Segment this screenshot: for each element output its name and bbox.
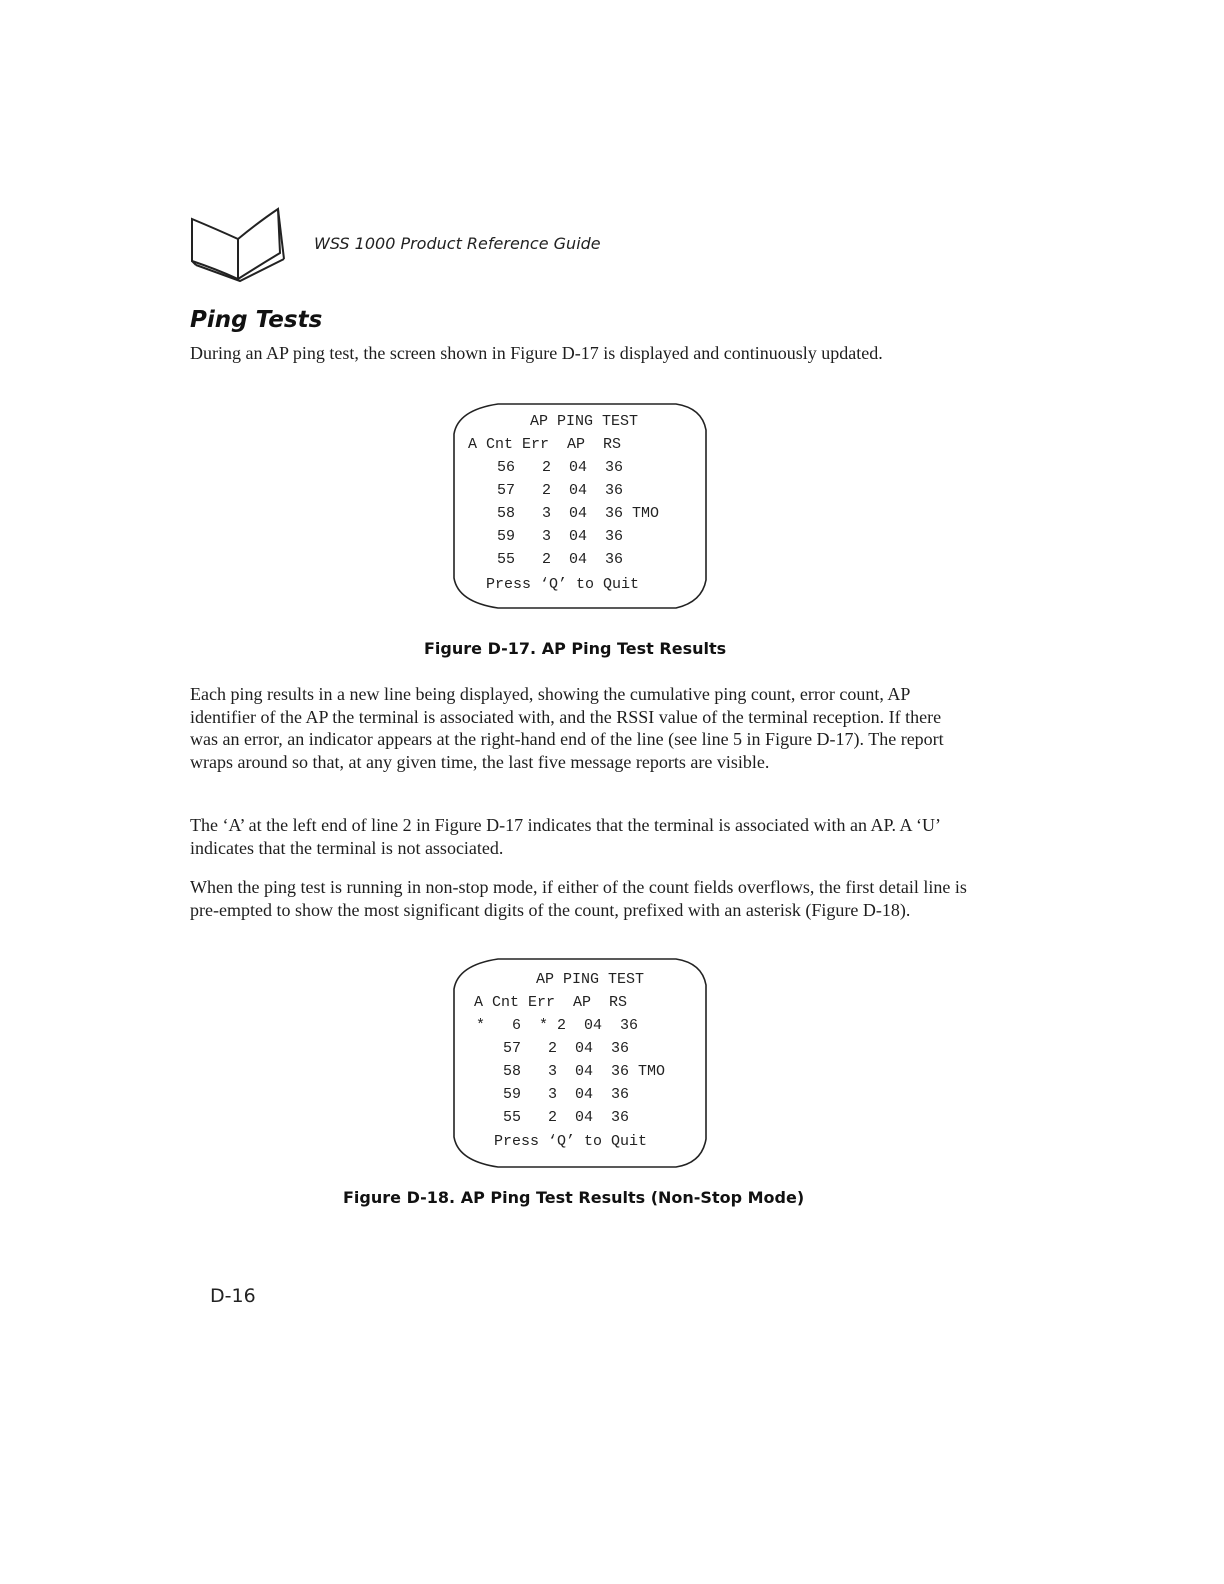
- section-heading: Ping Tests: [190, 307, 323, 333]
- screen-row: 59 3 04 36: [503, 1086, 630, 1103]
- screen-row: * 6 * 2 04 36: [476, 1017, 639, 1034]
- page-number: D-16: [210, 1285, 256, 1307]
- screen-column-header: A Cnt Err AP RS: [468, 436, 622, 453]
- screen-row: 58 3 04 36 TMO: [497, 505, 660, 522]
- body-paragraph: The ‘A’ at the left end of line 2 in Figure D-17 indicates that the terminal is associated with an AP. A ‘U’ indicates that the terminal is not associated.: [190, 815, 940, 858]
- screen-row: 55 2 04 36: [497, 551, 624, 568]
- screen-column-header: A Cnt Err AP RS: [474, 994, 628, 1011]
- ping-test-screen-figure-d17: [450, 402, 710, 610]
- body-paragraph: When the ping test is running in non-stop mode, if either of the count fields overflows, the first detail line is pre-empted to show the most significant digits of the count, prefixed with an asterisk (Figure D-18).: [190, 877, 967, 920]
- screen-footer: Press ‘Q’ to Quit: [494, 1133, 648, 1150]
- screen-footer: Press ‘Q’ to Quit: [486, 576, 640, 593]
- screen-row: 59 3 04 36: [497, 528, 624, 545]
- figure-caption-d17: Figure D-17. AP Ping Test Results: [424, 639, 727, 658]
- body-paragraph: Each ping results in a new line being displayed, showing the cumulative ping count, error count, AP identifier of the AP the terminal is associated with, and the RSSI value of the terminal reception. If there was an error, an indicator appears at the right-hand end of the line (see line 5 in Figure D-17). The report wraps around so that, at any given time, the last five message reports are visible.: [190, 684, 944, 773]
- screen-row: 55 2 04 36: [503, 1109, 630, 1126]
- running-header-title: WSS 1000 Product Reference Guide: [314, 234, 601, 253]
- screen-row: 57 2 04 36: [503, 1040, 630, 1057]
- screen-row: 58 3 04 36 TMO: [503, 1063, 666, 1080]
- screen-row: 56 2 04 36: [497, 459, 624, 476]
- intro-paragraph: During an AP ping test, the screen shown in Figure D-17 is displayed and continuously updated.: [190, 343, 883, 363]
- figure-caption-d18: Figure D-18. AP Ping Test Results (Non-Stop Mode): [343, 1188, 805, 1207]
- book-icon: [188, 205, 292, 283]
- screen-title: AP PING TEST: [530, 413, 639, 430]
- ping-test-screen-figure-d18: [450, 957, 710, 1169]
- screen-row: 57 2 04 36: [497, 482, 624, 499]
- screen-title: AP PING TEST: [536, 971, 645, 988]
